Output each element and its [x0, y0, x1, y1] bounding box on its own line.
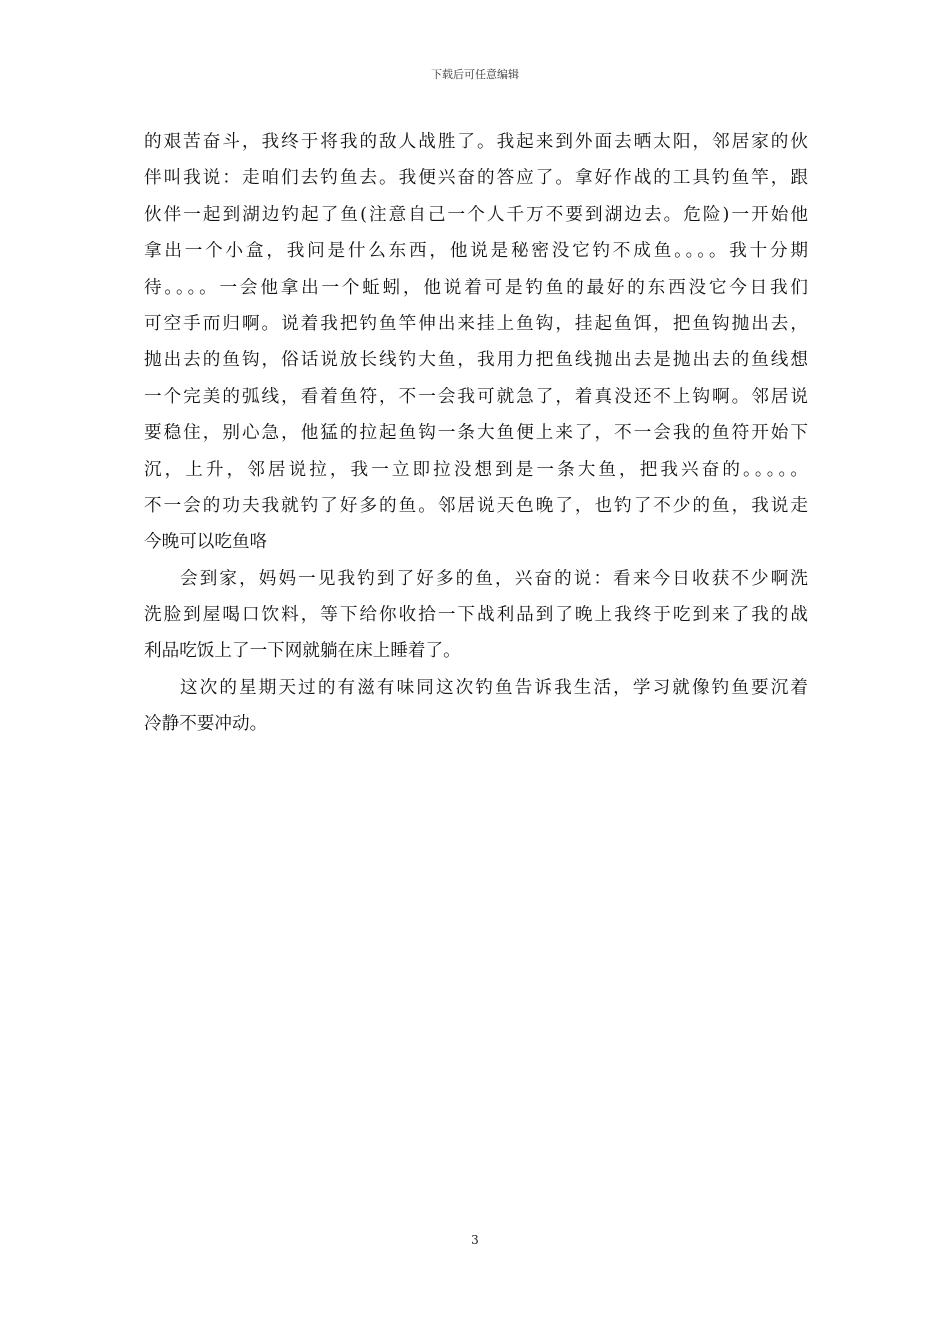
text-line: 会到家，妈妈一见我钓到了好多的鱼，兴奋的说：看来今日收获不少啊洗 — [180, 568, 808, 589]
text-line: 拿出一个小盒，我问是什么东西，他说是秘密没它钓不成鱼。。。。我十分期 — [144, 241, 808, 262]
text-line: 冷静不要冲动。 — [144, 714, 268, 735]
text-line: 今晚可以吃鱼咯 — [144, 532, 268, 553]
text-line: 这次的星期天过的有滋有味同这次钓鱼告诉我生活，学习就像钓鱼要沉着 — [180, 677, 808, 698]
paragraph-3 — [144, 670, 808, 743]
text-line: 可空手而归啊。说着我把钓鱼竿伸出来挂上鱼钩，挂起鱼饵，把鱼钩抛出去， — [144, 313, 808, 334]
text-line: 的艰苦奋斗，我终于将我的敌人战胜了。我起来到外面去晒太阳，邻居家的伙 — [144, 132, 808, 152]
text-line: 沉，上升，邻居说拉，我一立即拉没想到是一条大鱼，把我兴奋的。。。。。 — [144, 459, 808, 480]
text-line: 要稳住，别心急，他猛的拉起鱼钩一条大鱼便上来了，不一会我的鱼符开始下 — [144, 423, 808, 444]
document-body — [144, 124, 808, 743]
text-line: 洗脸到屋喝口饮料，等下给你收拾一下战利品到了晚上我终于吃到来了我的战 — [144, 605, 808, 626]
text-line: 抛出去的鱼钩，俗话说放长线钓大鱼，我用力把鱼线抛出去是抛出去的鱼线想 — [144, 350, 808, 371]
page-header-note: 下载后可任意编辑 — [431, 68, 519, 81]
text-line: 伴叫我说：走咱们去钓鱼去。我便兴奋的答应了。拿好作战的工具钓鱼竿，跟 — [144, 168, 808, 189]
text-line: 伙伴一起到湖边钓起了鱼(注意自己一个人千万不要到湖边去。危险)一开始他 — [144, 204, 808, 225]
text-line: 利品吃饭上了一下网就躺在床上睡着了。 — [144, 641, 461, 662]
paragraph-2 — [144, 561, 808, 670]
page-number: 3 — [471, 1233, 479, 1247]
text-line: 不一会的功夫我就钓了好多的鱼。邻居说天色晚了，也钓了不少的鱼，我说走 — [144, 495, 808, 516]
paragraph-1 — [144, 124, 808, 561]
text-line: 一个完美的弧线，看着鱼符，不一会我可就急了，着真没还不上钩啊。邻居说 — [144, 386, 808, 407]
text-line: 待。。。。一会他拿出一个蚯蚓，他说着可是钓鱼的最好的东西没它今日我们 — [144, 277, 808, 298]
